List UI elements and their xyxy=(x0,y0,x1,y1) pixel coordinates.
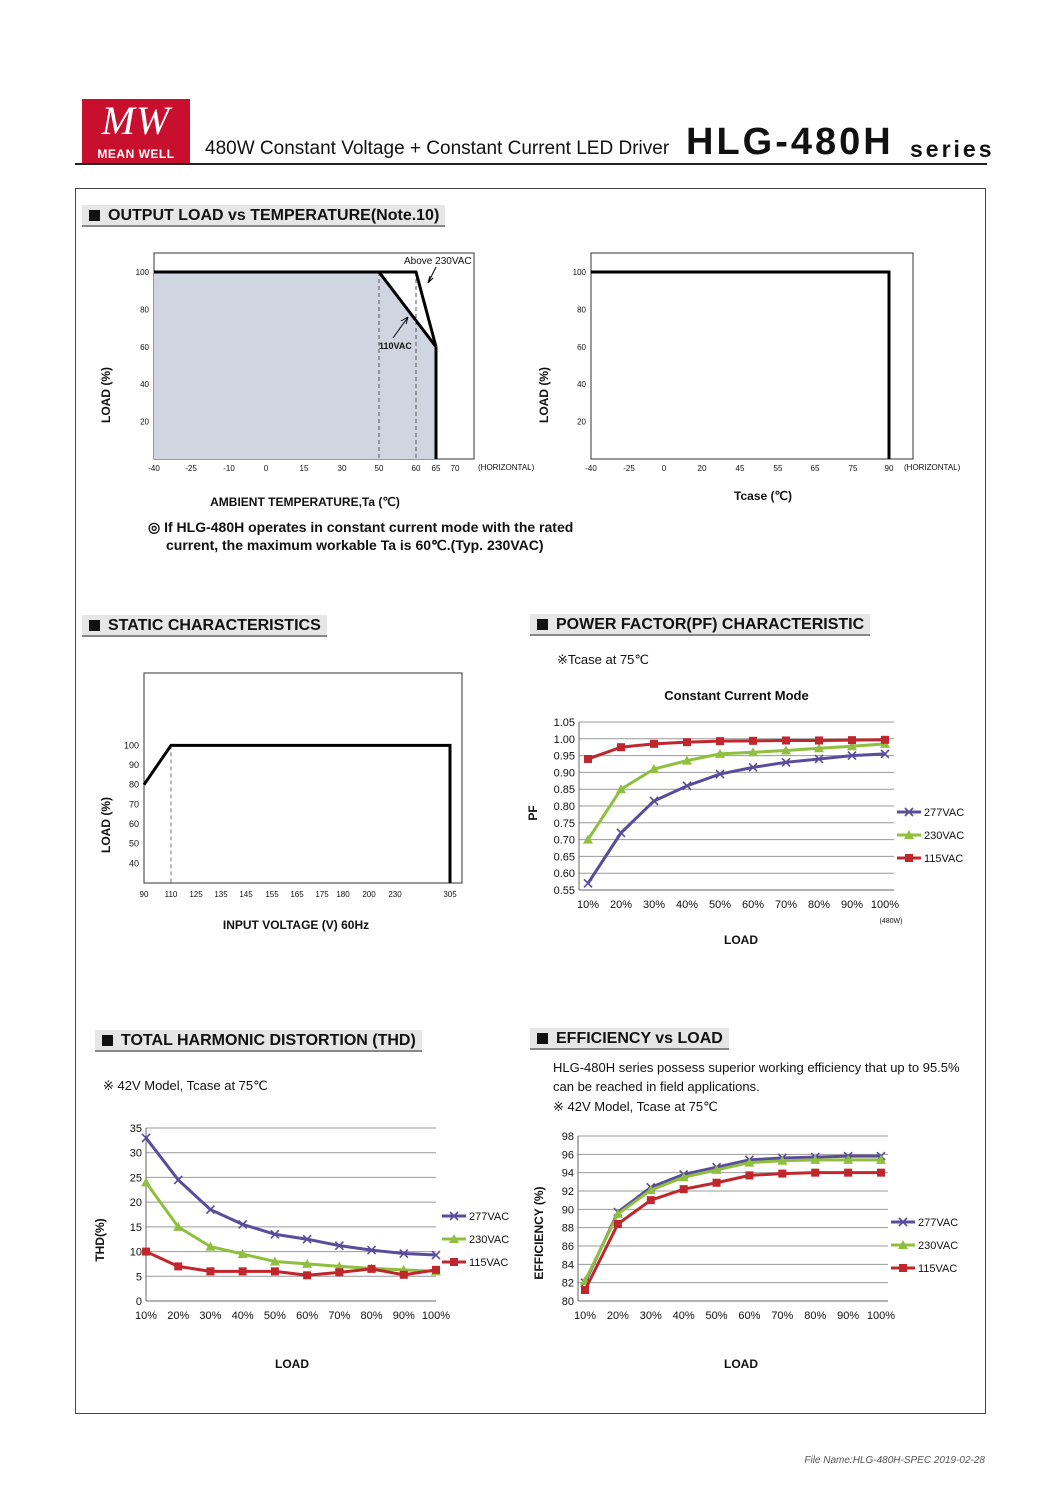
pf-ytick: 0.60 xyxy=(553,868,575,881)
eff-xtick: 20% xyxy=(606,1310,629,1322)
static-xtick: 145 xyxy=(239,890,253,899)
pf-xtick: 90% xyxy=(840,899,864,911)
section-output-load: OUTPUT LOAD vs TEMPERATURE(Note.10) xyxy=(82,205,445,227)
pf-point-115VAC xyxy=(584,755,592,763)
thd-point-115VAC xyxy=(239,1267,247,1275)
eff-point-115VAC xyxy=(877,1169,885,1177)
static-ytick: 40 xyxy=(128,858,139,869)
thd-xtick: 100% xyxy=(421,1310,451,1322)
static-plot-area xyxy=(144,673,462,883)
eff-line-277VAC xyxy=(585,1156,881,1283)
static-xtick: 135 xyxy=(214,890,228,899)
pf-xtick: 80% xyxy=(807,899,831,911)
thd-ytick: 5 xyxy=(135,1271,142,1284)
pf-point-277VAC xyxy=(584,879,592,887)
thd-point-115VAC xyxy=(368,1265,376,1273)
ambient-ytick: 20 xyxy=(140,417,149,427)
eff-ytick: 96 xyxy=(561,1149,574,1162)
pf-ytick: 1.05 xyxy=(553,717,575,729)
ambient-xtick: -10 xyxy=(223,464,235,473)
eff-ytick: 90 xyxy=(561,1204,574,1217)
eff-xtick: 90% xyxy=(837,1310,860,1322)
static-xtick: 165 xyxy=(290,890,304,899)
static-xtick: 200 xyxy=(362,890,376,899)
eff-point-115VAC xyxy=(745,1171,753,1179)
pf-xtick: 10% xyxy=(576,899,600,911)
tcase-xtick: 20 xyxy=(697,464,707,473)
pf-xlabel: LOAD xyxy=(724,933,758,947)
static-xtick: 180 xyxy=(336,890,350,899)
ambient-series-label: Above 230VAC xyxy=(404,256,472,267)
tcase-xtick: 75 xyxy=(848,464,858,473)
pf-ytick: 1.00 xyxy=(553,733,575,746)
cc-note-line1: ◎ If HLG-480H operates in constant current mode with the rated xyxy=(148,519,574,535)
eff-point-115VAC xyxy=(778,1170,786,1178)
static-curve xyxy=(144,745,450,883)
eff-ytick: 84 xyxy=(561,1259,574,1272)
section-efficiency: EFFICIENCY vs LOAD xyxy=(530,1028,729,1050)
eff-xtick: 40% xyxy=(672,1310,695,1322)
static-xtick: 305 xyxy=(443,890,457,899)
thd-point-115VAC xyxy=(174,1262,182,1270)
pf-xtick: 30% xyxy=(642,899,666,911)
model-name: HLG-480H xyxy=(686,121,894,163)
pf-point-277VAC xyxy=(617,829,625,837)
tcase-xtick: 55 xyxy=(773,464,783,473)
ambient-xtick: 15 xyxy=(299,464,309,473)
pf-ytick: 0.70 xyxy=(553,834,575,847)
tcase-ylabel: LOAD (%) xyxy=(537,367,551,423)
eff-legend-label: 115VAC xyxy=(918,1263,958,1275)
pf-xtick: 60% xyxy=(741,899,765,911)
header-subtitle: 480W Constant Voltage + Constant Current LED Driver xyxy=(205,138,670,159)
thd-xtick: 40% xyxy=(231,1310,254,1322)
thd-ytick: 30 xyxy=(129,1147,142,1160)
ambient-xtick: 0 xyxy=(263,464,269,473)
thd-point-115VAC xyxy=(400,1271,408,1279)
thd-point-115VAC xyxy=(335,1268,343,1276)
pf-point-115VAC xyxy=(848,736,856,744)
thd-legend-label: 277VAC xyxy=(469,1211,510,1223)
logo-brand-name: MEAN WELL xyxy=(97,147,175,161)
eff-xtick: 100% xyxy=(866,1310,896,1322)
thd-xtick: 10% xyxy=(134,1310,158,1322)
thd-point-115VAC xyxy=(303,1271,311,1279)
tcase-ytick: 40 xyxy=(577,380,586,390)
pf-legend-label: 230VAC xyxy=(924,830,965,842)
ambient-xtick: 30 xyxy=(337,464,347,473)
section-thd: TOTAL HARMONIC DISTORTION (THD) xyxy=(95,1030,422,1052)
efficiency-note-line2: can be reached in field applications. xyxy=(553,1079,760,1094)
pf-ytick: 0.75 xyxy=(553,817,575,830)
pf-line-277VAC xyxy=(588,754,885,883)
logo-mark: MW xyxy=(101,98,171,143)
static-ytick: 100 xyxy=(123,740,139,751)
pf-ytick: 0.85 xyxy=(553,784,575,797)
eff-line-115VAC xyxy=(585,1173,881,1290)
ambient-xtick: -40 xyxy=(148,464,160,473)
eff-ytick: 94 xyxy=(561,1167,574,1180)
eff-ylabel: EFFICIENCY (%) xyxy=(532,1186,546,1280)
pf-ytick: 0.55 xyxy=(553,885,575,897)
pf-point-115VAC xyxy=(782,736,790,744)
efficiency-note-line1: HLG-480H series possess superior working efficiency that up to 95.5% xyxy=(553,1060,960,1075)
static-xtick: 110 xyxy=(164,890,178,899)
static-ytick: 80 xyxy=(128,779,139,790)
eff-point-115VAC xyxy=(811,1169,819,1177)
static-ylabel: LOAD (%) xyxy=(99,797,113,853)
static-ytick: 90 xyxy=(128,760,139,771)
thd-xtick: 80% xyxy=(360,1310,383,1322)
eff-ytick: 92 xyxy=(561,1186,574,1198)
eff-ytick: 86 xyxy=(561,1241,574,1253)
eff-xtick: 70% xyxy=(771,1310,794,1322)
eff-legend-marker-115VAC xyxy=(899,1264,907,1272)
tcase-xtick: 45 xyxy=(735,464,745,473)
file-info: File Name:HLG-480H-SPEC 2019-02-28 xyxy=(804,1455,985,1466)
ambient-xtick: 60 xyxy=(411,464,421,473)
thd-point-230VAC xyxy=(141,1177,151,1186)
cc-note-line2: current, the maximum workable Ta is 60℃.(Typ. 230VAC) xyxy=(166,537,544,553)
static-xtick: 125 xyxy=(189,890,203,899)
section-pf: POWER FACTOR(PF) CHARACTERISTIC xyxy=(530,614,870,636)
ambient-xtick: 65 xyxy=(431,464,441,473)
eff-xtick: 80% xyxy=(804,1310,827,1322)
ambient-xtick: 70 xyxy=(450,464,460,473)
thd-xtick: 20% xyxy=(167,1310,190,1322)
thd-legend-label: 230VAC xyxy=(469,1234,510,1246)
thd-ytick: 10 xyxy=(129,1246,142,1259)
eff-legend-label: 230VAC xyxy=(918,1240,959,1252)
tcase-xtick: 90 xyxy=(884,464,894,473)
pf-point-115VAC xyxy=(749,737,757,745)
eff-ytick: 98 xyxy=(561,1131,574,1143)
ambient-ylabel: LOAD (%) xyxy=(99,367,113,423)
eff-point-115VAC xyxy=(713,1179,721,1187)
thd-legend-marker-115VAC xyxy=(450,1258,458,1266)
pf-point-115VAC xyxy=(650,740,658,748)
eff-point-115VAC xyxy=(614,1220,622,1228)
thd-xtick: 60% xyxy=(296,1310,319,1322)
tcase-xtick: 65 xyxy=(810,464,820,473)
pf-xtick: 40% xyxy=(675,899,699,911)
static-xtick: 155 xyxy=(265,890,279,899)
pf-xnote: (480W) xyxy=(879,918,903,925)
thd-point-115VAC xyxy=(432,1266,440,1274)
pf-xtick: 100% xyxy=(870,899,900,911)
pf-xtick: 70% xyxy=(774,899,798,911)
thd-point-115VAC xyxy=(206,1267,214,1275)
thd-ytick: 0 xyxy=(135,1296,142,1308)
pf-xtick: 20% xyxy=(609,899,633,911)
ambient-arrow xyxy=(428,267,436,283)
ambient-xtick: -25 xyxy=(185,464,197,473)
ambient-ytick: 60 xyxy=(140,342,149,352)
tcase-curve xyxy=(591,272,889,459)
thd-legend-label: 115VAC xyxy=(469,1257,509,1269)
pf-legend-marker-115VAC xyxy=(905,854,913,862)
ambient-ytick: 40 xyxy=(140,380,149,390)
eff-xtick: 60% xyxy=(738,1310,761,1322)
pf-point-115VAC xyxy=(716,737,724,745)
thd-point-115VAC xyxy=(271,1267,279,1275)
pf-ytick: 0.65 xyxy=(553,851,575,864)
pf-ytick: 0.90 xyxy=(553,767,575,780)
pf-ylabel: PF xyxy=(526,805,540,821)
static-xtick: 230 xyxy=(388,890,402,899)
thd-xtick: 50% xyxy=(263,1310,286,1322)
ambient-ytick: 80 xyxy=(140,305,149,315)
ambient-xtick: 50 xyxy=(374,464,384,473)
tcase-xtick: 0 xyxy=(661,464,667,473)
ambient-xnote: (HORIZONTAL) xyxy=(478,463,535,472)
tcase-xtick: -40 xyxy=(585,464,597,473)
eff-point-115VAC xyxy=(581,1286,589,1294)
tcase-xtick: -25 xyxy=(623,464,635,473)
ambient-xlabel: AMBIENT TEMPERATURE,Ta (℃) xyxy=(210,495,400,509)
pf-point-115VAC xyxy=(683,738,691,746)
tcase-ytick: 80 xyxy=(577,305,586,315)
thd-xtick: 90% xyxy=(392,1310,415,1322)
pf-title: Constant Current Mode xyxy=(664,688,809,703)
pf-point-115VAC xyxy=(617,743,625,751)
thd-point-115VAC xyxy=(142,1248,150,1256)
pf-point-115VAC xyxy=(881,736,889,744)
static-ytick: 60 xyxy=(128,819,139,830)
static-ytick: 50 xyxy=(128,838,139,849)
tcase-plot-area xyxy=(591,253,913,459)
static-xtick: 175 xyxy=(315,890,329,899)
thd-xtick: 30% xyxy=(199,1310,222,1322)
static-ytick: 70 xyxy=(128,799,139,810)
pf-xtick: 50% xyxy=(708,899,732,911)
eff-xtick: 30% xyxy=(639,1310,662,1322)
thd-xlabel: LOAD xyxy=(275,1357,309,1371)
eff-xtick: 10% xyxy=(573,1310,597,1322)
eff-ytick: 80 xyxy=(561,1296,574,1308)
tcase-ytick: 20 xyxy=(577,417,586,427)
static-xlabel: INPUT VOLTAGE (V) 60Hz xyxy=(222,918,370,932)
eff-legend-label: 277VAC xyxy=(918,1217,959,1229)
tcase-xlabel: Tcase (℃) xyxy=(734,489,792,503)
thd-condition: ※ 42V Model, Tcase at 75℃ xyxy=(103,1078,268,1093)
pf-point-115VAC xyxy=(815,736,823,744)
eff-ytick: 88 xyxy=(561,1222,574,1235)
thd-line-277VAC xyxy=(146,1138,436,1255)
pf-legend-label: 277VAC xyxy=(924,807,965,819)
pf-ytick: 0.95 xyxy=(553,750,575,763)
tcase-xnote: (HORIZONTAL) xyxy=(904,463,961,472)
thd-ytick: 25 xyxy=(129,1172,142,1185)
section-static: STATIC CHARACTERISTICS xyxy=(82,615,327,637)
thd-ytick: 35 xyxy=(129,1123,142,1135)
pf-condition: ※Tcase at 75℃ xyxy=(557,652,649,667)
pf-ytick: 0.80 xyxy=(553,801,575,813)
series-label: series xyxy=(910,136,995,162)
eff-point-115VAC xyxy=(647,1196,655,1204)
thd-ylabel: THD(%) xyxy=(93,1218,107,1262)
eff-ytick: 82 xyxy=(561,1277,574,1290)
ambient-ytick: 100 xyxy=(135,268,149,277)
eff-point-115VAC xyxy=(844,1169,852,1177)
tcase-ytick: 100 xyxy=(572,268,586,277)
eff-xlabel: LOAD xyxy=(724,1357,758,1371)
tcase-ytick: 60 xyxy=(577,342,586,352)
eff-xtick: 50% xyxy=(705,1310,728,1322)
ambient-safe-area xyxy=(154,272,436,459)
thd-ytick: 15 xyxy=(129,1221,142,1234)
thd-ytick: 20 xyxy=(129,1197,142,1210)
static-xtick: 90 xyxy=(139,890,149,899)
eff-point-115VAC xyxy=(680,1185,688,1193)
ambient-series-label: 110VAC xyxy=(379,341,412,351)
thd-xtick: 70% xyxy=(328,1310,351,1322)
efficiency-condition: ※ 42V Model, Tcase at 75℃ xyxy=(553,1099,718,1114)
pf-legend-label: 115VAC xyxy=(924,853,964,865)
